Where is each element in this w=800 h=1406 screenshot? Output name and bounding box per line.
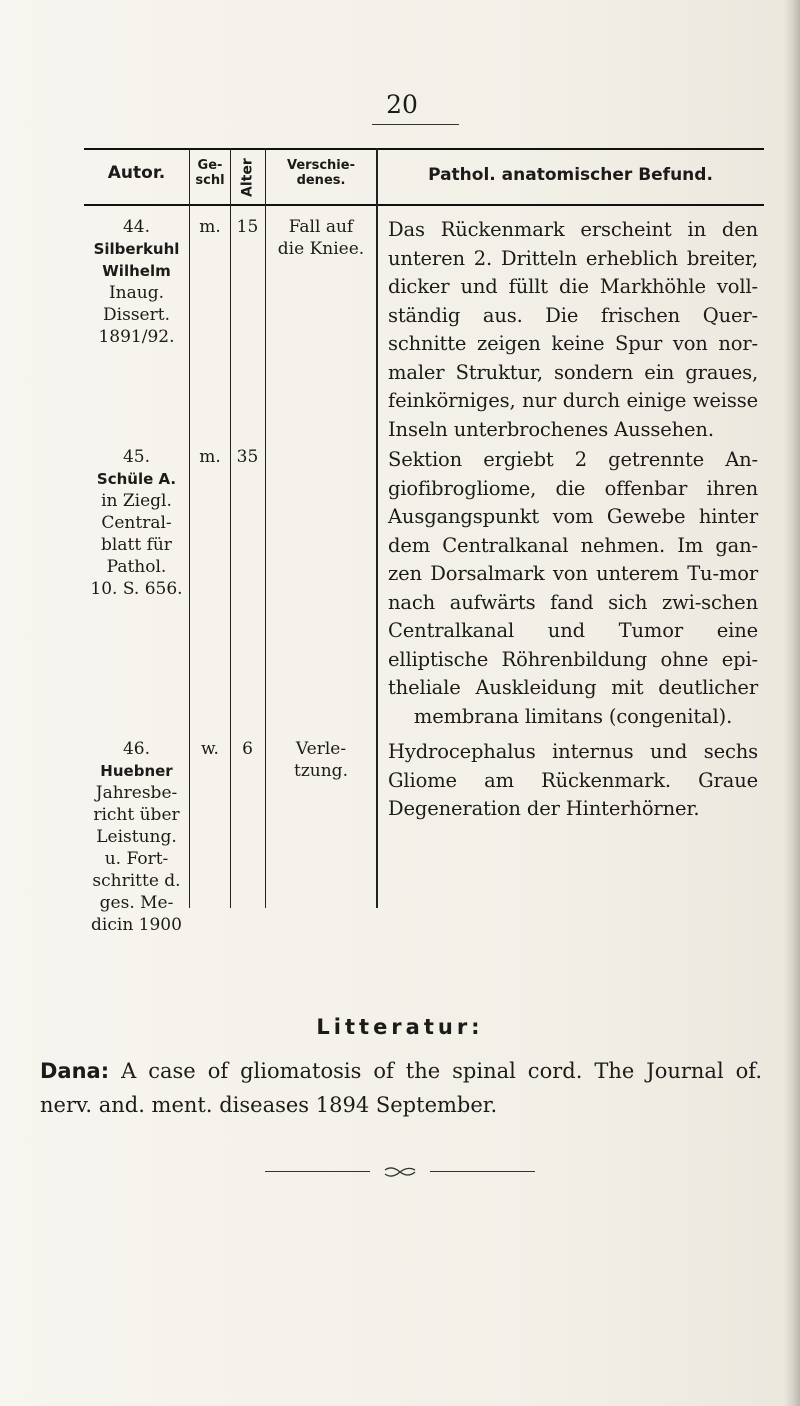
case-number: 46. — [122, 739, 151, 759]
author-name: Schüle A. — [96, 470, 177, 488]
author-name: Silberkuhl Wilhelm — [93, 240, 180, 280]
author-source: Inaug. Dissert. 1891/92. — [98, 283, 175, 347]
end-ornament — [265, 1166, 535, 1178]
table-top-rule — [84, 148, 764, 150]
author-cell — [84, 216, 189, 348]
reference-author: Dana: — [40, 1059, 110, 1083]
author-name: Huebner — [100, 762, 173, 780]
case-table — [84, 148, 764, 935]
table-row — [84, 216, 764, 441]
author-cell — [84, 738, 189, 936]
header-geschlecht: Ge- schl — [195, 158, 225, 188]
table-row — [84, 446, 764, 728]
ornament-flourish-icon — [383, 1166, 417, 1178]
sex-cell: m. — [199, 217, 221, 237]
case-number: 45. — [122, 447, 151, 467]
literature-reference — [40, 1054, 762, 1122]
header-befund: Pathol. anatomischer Befund. — [428, 165, 713, 185]
case-number: 44. — [122, 217, 151, 237]
literature-heading: Litteratur: — [316, 1015, 484, 1039]
ornament-line-left — [265, 1171, 370, 1172]
sex-cell: w. — [201, 739, 219, 759]
finding-cell: Das Rückenmark erscheint in den unteren 2. Dritteln erheblich breiter, dicker und füllt die Markhöhle voll-ständig aus. Die frischen Quer-schnitte zeigen keine Spur von nor-maler Struktur, sondern ein graues, feinkörniges, nur durch einige weisse Inseln unterbrochenes Aussehen. — [388, 218, 758, 441]
sex-cell: m. — [199, 447, 221, 467]
ornament-line-right — [430, 1171, 535, 1172]
age-cell: 35 — [236, 447, 259, 467]
author-source: in Ziegl. Central- blatt für Pathol. 10. S. 656. — [90, 491, 183, 599]
page-edge-shadow — [784, 0, 800, 1406]
misc-cell: Verle- tzung. — [294, 739, 348, 781]
misc-cell: Fall auf die Kniee. — [277, 217, 365, 259]
header-autor: Autor. — [107, 163, 166, 183]
author-source: Jahresbe- richt über Leistung. u. Fort- schritte d. ges. Me- dicin 1900 — [91, 783, 182, 935]
header-verschiedenes: Verschie- denes. — [287, 158, 355, 188]
author-cell — [84, 446, 189, 600]
table-header-rule — [84, 204, 764, 206]
table-row — [84, 738, 764, 935]
age-cell: 6 — [242, 739, 253, 759]
reference-text: A case of gliomatosis of the spinal cord. The Journal of. nerv. and. ment. diseases 1894 September. — [40, 1059, 762, 1117]
finding-cell: Hydrocephalus internus und sechs Gliome am Rückenmark. Graue Degeneration der Hinterhörner. — [388, 740, 758, 820]
page-number: 20 — [386, 90, 418, 119]
page-number-rule — [372, 124, 459, 125]
finding-cell: Sektion ergiebt 2 getrennte An-giofibrogliome, die offenbar ihren Ausgangspunkt vom Gewebe hinter dem Centralkanal nehmen. Im gan-zen Dorsalmark von unterem Tu-mor nach aufwärts fand sich zwi-schen Centralkanal und Tumor eine elliptische Röhrenbildung ohne epi-theliale Auskleidung mit deutlicher membrana limitans (congenital). — [388, 448, 758, 728]
age-cell: 15 — [236, 217, 259, 237]
header-alter: Alter — [239, 158, 256, 198]
